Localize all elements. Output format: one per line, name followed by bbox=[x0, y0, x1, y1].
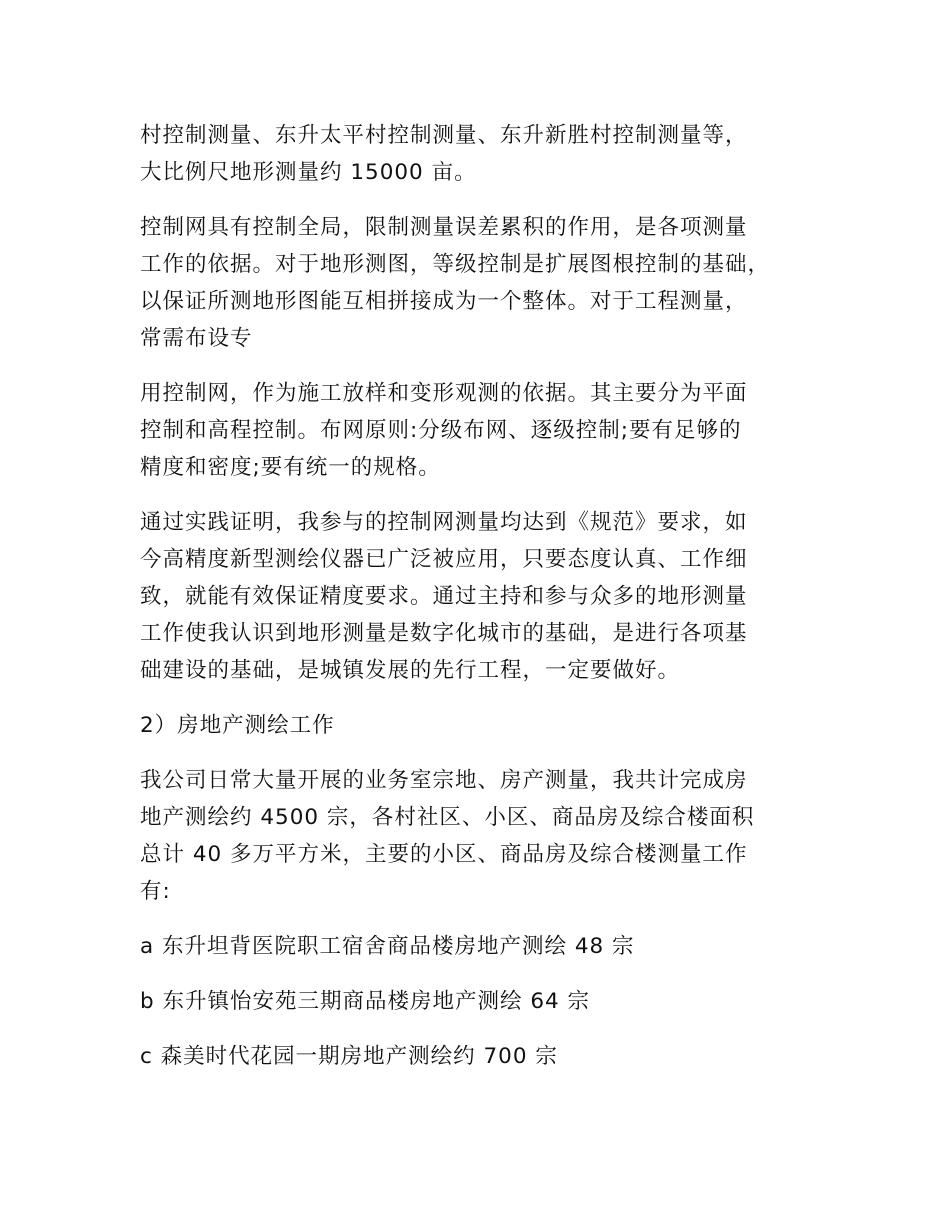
paragraph-real-estate-summary: 我公司日常大量开展的业务室宗地、房产测量，我共计完成房 地产测绘约 4500 宗，各村社区、小区、商品房及综合楼面积 总计 40 多万平方米，主要的小区、商品房及综合楼测量工作 有: bbox=[140, 768, 755, 904]
paragraph-control-network-types: 用控制网，作为施工放样和变形观测的依据。其主要分为平面 控制和高程控制。布网原则:分级布网、逐级控制;要有足够的 精度和密度;要有统一的规格。 bbox=[140, 381, 748, 480]
paragraph-control-survey-summary: 村控制测量、东升太平村控制测量、东升新胜村控制测量等， 大比例尺地形测量约 15000 亩。 bbox=[140, 123, 748, 185]
paragraph-gap bbox=[140, 744, 820, 762]
document-page bbox=[140, 117, 820, 1075]
paragraph-gap bbox=[140, 486, 820, 504]
paragraph-gap bbox=[140, 910, 820, 928]
list-item-b: b 东升镇怡安苑三期商品楼房地产测绘 64 宗 bbox=[140, 989, 591, 1014]
paragraph-control-network-purpose: 控制网具有控制全局，限制测量误差累积的作用，是各项测量 工作的依据。对于地形测图，等级控制是扩展图根控制的基础， 以保证所测地形图能互相拼接成为一个整体。对于工程测量， 常需布设专 bbox=[140, 215, 771, 351]
paragraph-gap bbox=[140, 191, 820, 209]
paragraph-gap bbox=[140, 965, 820, 983]
paragraph-practice-conclusion: 通过实践证明，我参与的控制网测量均达到《规范》要求，如 今高精度新型测绘仪器已广泛被应用，只要态度认真、工作细 致，就能有效保证精度要求。通过主持和参与众多的地形测量 工作使我认识到地形测量是数字化城市的基础，是进行各项基 础建设的基础，是城镇发展的先行工程，一定要做好。 bbox=[140, 510, 748, 683]
list-item-a: a 东升坦背医院职工宿舍商品楼房地产测绘 48 宗 bbox=[140, 934, 635, 959]
paragraph-gap bbox=[140, 357, 820, 375]
section-heading-real-estate: 2）房地产测绘工作 bbox=[140, 713, 335, 738]
paragraph-gap bbox=[140, 1020, 820, 1038]
list-item-c: c 森美时代花园一期房地产测绘约 700 宗 bbox=[140, 1044, 558, 1069]
paragraph-gap bbox=[140, 689, 820, 707]
